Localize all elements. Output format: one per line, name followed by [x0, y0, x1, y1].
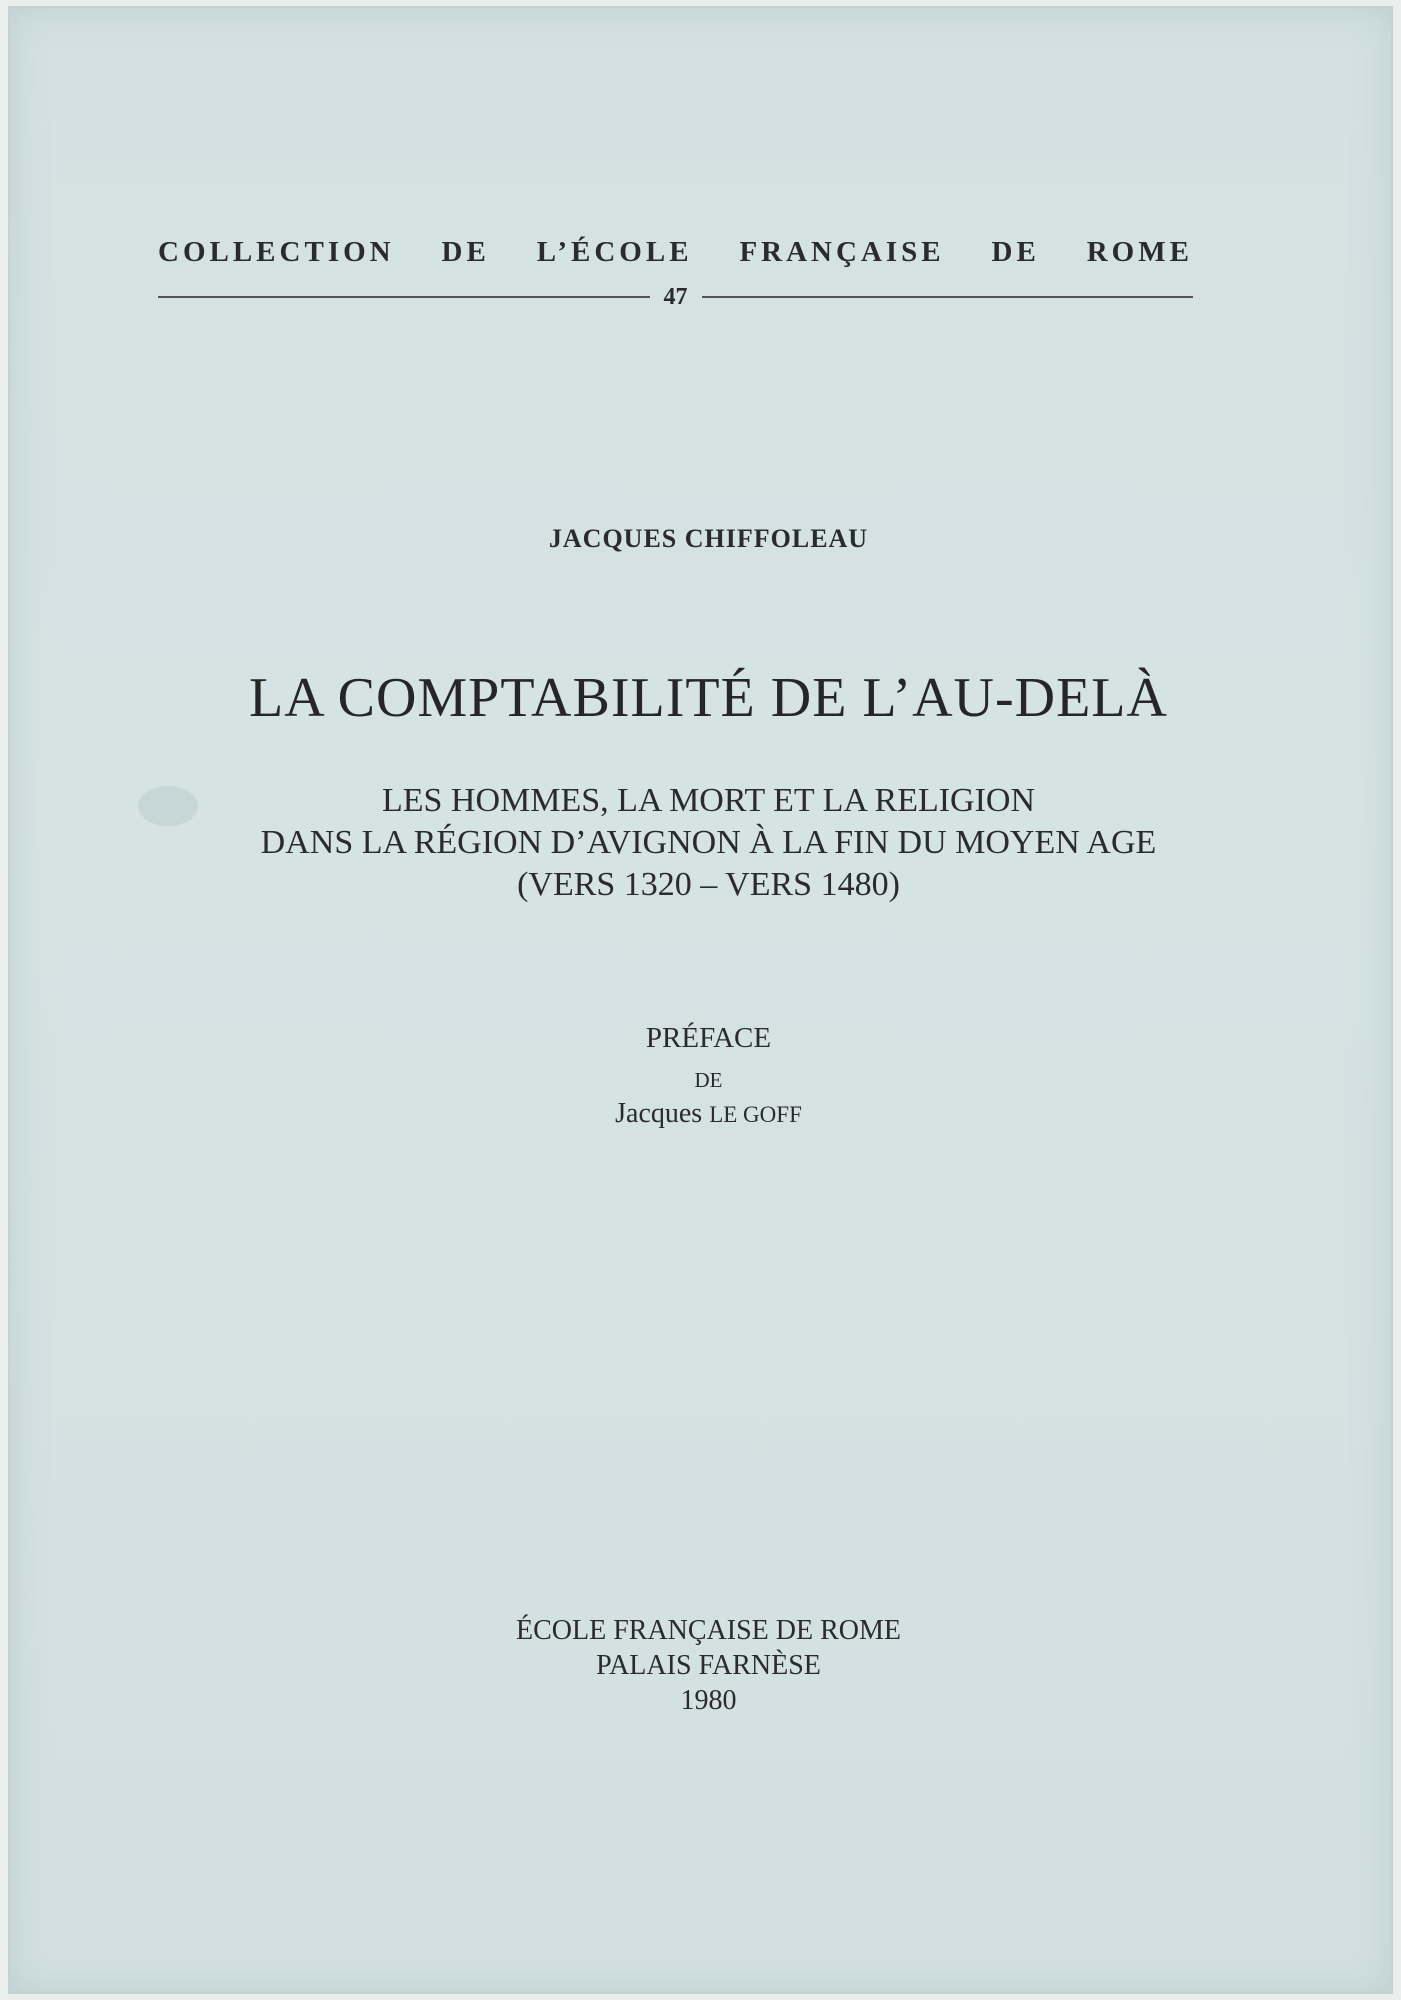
book-cover: [8, 6, 1393, 1994]
volume-rule: [158, 281, 1193, 313]
rule-right: [702, 296, 1194, 298]
preface-de: DE: [694, 1068, 723, 1092]
publisher-line: ÉCOLE FRANÇAISE DE ROME: [515, 1615, 901, 1646]
subtitle-line: DANS LA RÉGION D’AVIGNON À LA FIN DU MOYEN AGE: [260, 824, 1157, 861]
volume-number: 47: [663, 283, 688, 310]
book-title: LA COMPTABILITÉ DE L’AU-DELÀ: [249, 667, 1168, 729]
publication-year: 1980: [680, 1685, 737, 1716]
preface-author: [8, 1098, 1401, 1130]
series-word: L’ÉCOLE: [536, 236, 693, 268]
rule-left: [158, 296, 650, 298]
author: JACQUES CHIFFOLEAU: [548, 524, 869, 553]
series-word: FRANÇAISE: [739, 236, 945, 268]
subtitle-line: (VERS 1320 – VERS 1480): [517, 866, 900, 903]
series-word: COLLECTION: [158, 236, 395, 268]
series-title: [158, 236, 1193, 269]
publisher-line: PALAIS FARNÈSE: [596, 1650, 821, 1681]
preface-label: PRÉFACE: [645, 1022, 772, 1054]
series-word: DE: [991, 236, 1040, 268]
subtitle-line: LES HOMMES, LA MORT ET LA RELIGION: [381, 782, 1036, 819]
preface-author-first: Jacques: [615, 1098, 703, 1129]
series-word: DE: [441, 236, 490, 268]
series-word: ROME: [1086, 236, 1193, 268]
preface-author-last: LE GOFF: [709, 1102, 802, 1127]
